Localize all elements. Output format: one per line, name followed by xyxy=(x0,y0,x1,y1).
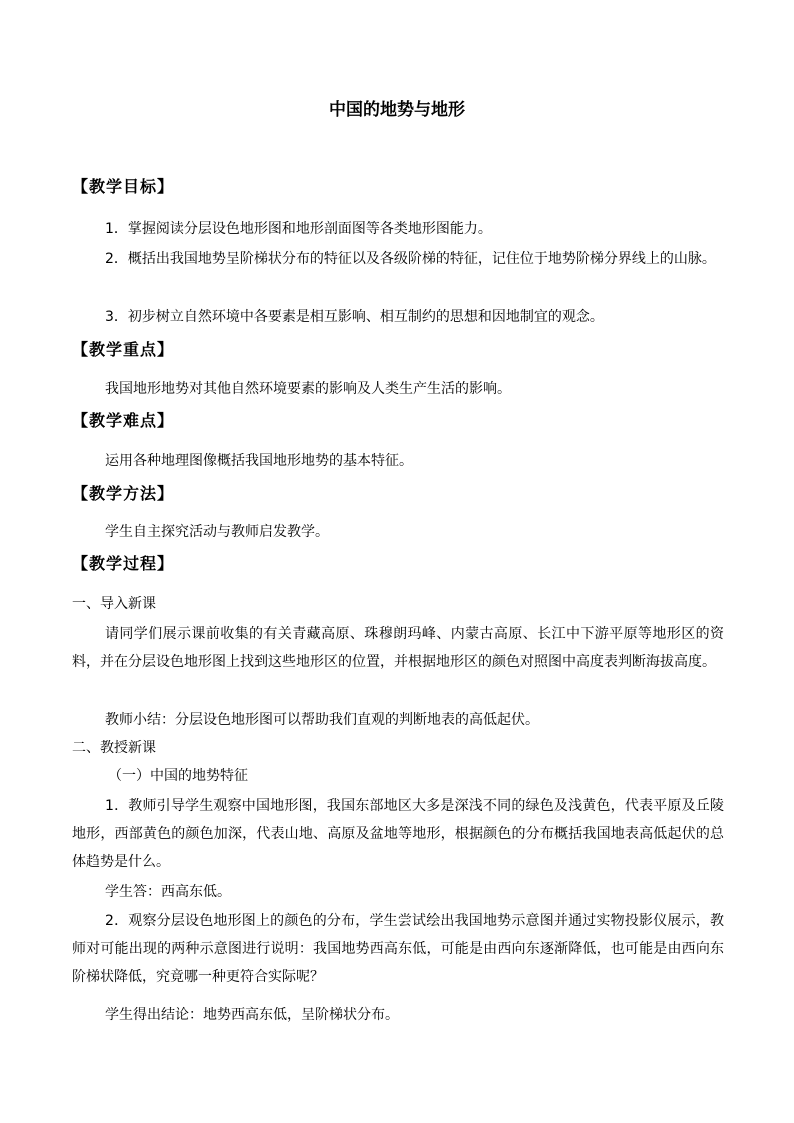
key-points-text: 我国地形地势对其他自然环境要素的影响及人类生产生活的影响。 xyxy=(105,381,511,397)
conclusion: 学生得出结论：地势西高东低，呈阶梯状分布。 xyxy=(105,1007,399,1023)
methods-heading: 【教学方法】 xyxy=(72,484,175,503)
part1-paragraph-1: 请同学们展示课前收集的有关青藏高原、珠穆朗玛峰、内蒙古高原、长江中下游平原等地形区的资料，并在分层设色地形图上找到这些地形区的位置，并根据地形区的颜色对照图中高度表判断海拔高度。 xyxy=(72,626,724,670)
step-2: 2．观察分层设色地形图上的颜色的分布，学生尝试绘出我国地势示意图并通过实物投影仪展示，教师对可能出现的两种示意图进行说明：我国地势西高东低，可能是由西向东逐渐降低，也可能是由西向东阶梯状降低，究竟哪一种更符合实际呢？ xyxy=(72,913,724,985)
objective-item-2: 2．概括出我国地势呈阶梯状分布的特征以及各级阶梯的特征，记住位于地势阶梯分界线上的山脉。 xyxy=(105,251,716,267)
objective-item-3: 3．初步树立自然环境中各要素是相互影响、相互制约的思想和因地制宜的观念。 xyxy=(105,309,604,325)
sub1-title: （一）中国的地势特征 xyxy=(108,768,248,784)
methods-text: 学生自主探究活动与教师启发教学。 xyxy=(105,524,329,540)
step-1: 1．教师引导学生观察中国地形图，我国东部地区大多是深浅不同的绿色及浅黄色，代表平原及丘陵地形，西部黄色的颜色加深，代表山地、高原及盆地等地形，根据颜色的分布概括我国地表高低起伏的总体趋势是什么。 xyxy=(72,798,724,870)
answer-1: 学生答：西高东低。 xyxy=(105,884,231,900)
process-heading: 【教学过程】 xyxy=(72,554,175,573)
difficulties-heading: 【教学难点】 xyxy=(72,411,175,430)
difficulties-text: 运用各种地理图像概括我国地形地势的基本特征。 xyxy=(105,453,413,469)
objectives-heading: 【教学目标】 xyxy=(72,177,175,196)
part1-paragraph-2: 教师小结：分层设色地形图可以帮助我们直观的判断地表的高低起伏。 xyxy=(105,712,539,728)
document-title: 中国的地势与地形 xyxy=(329,100,465,120)
key-points-heading: 【教学重点】 xyxy=(72,340,175,359)
objective-item-1: 1．掌握阅读分层设色地形图和地形剖面图等各类地形图能力。 xyxy=(105,221,492,237)
part2-title: 二、教授新课 xyxy=(72,740,156,756)
part1-title: 一、导入新课 xyxy=(72,596,156,612)
